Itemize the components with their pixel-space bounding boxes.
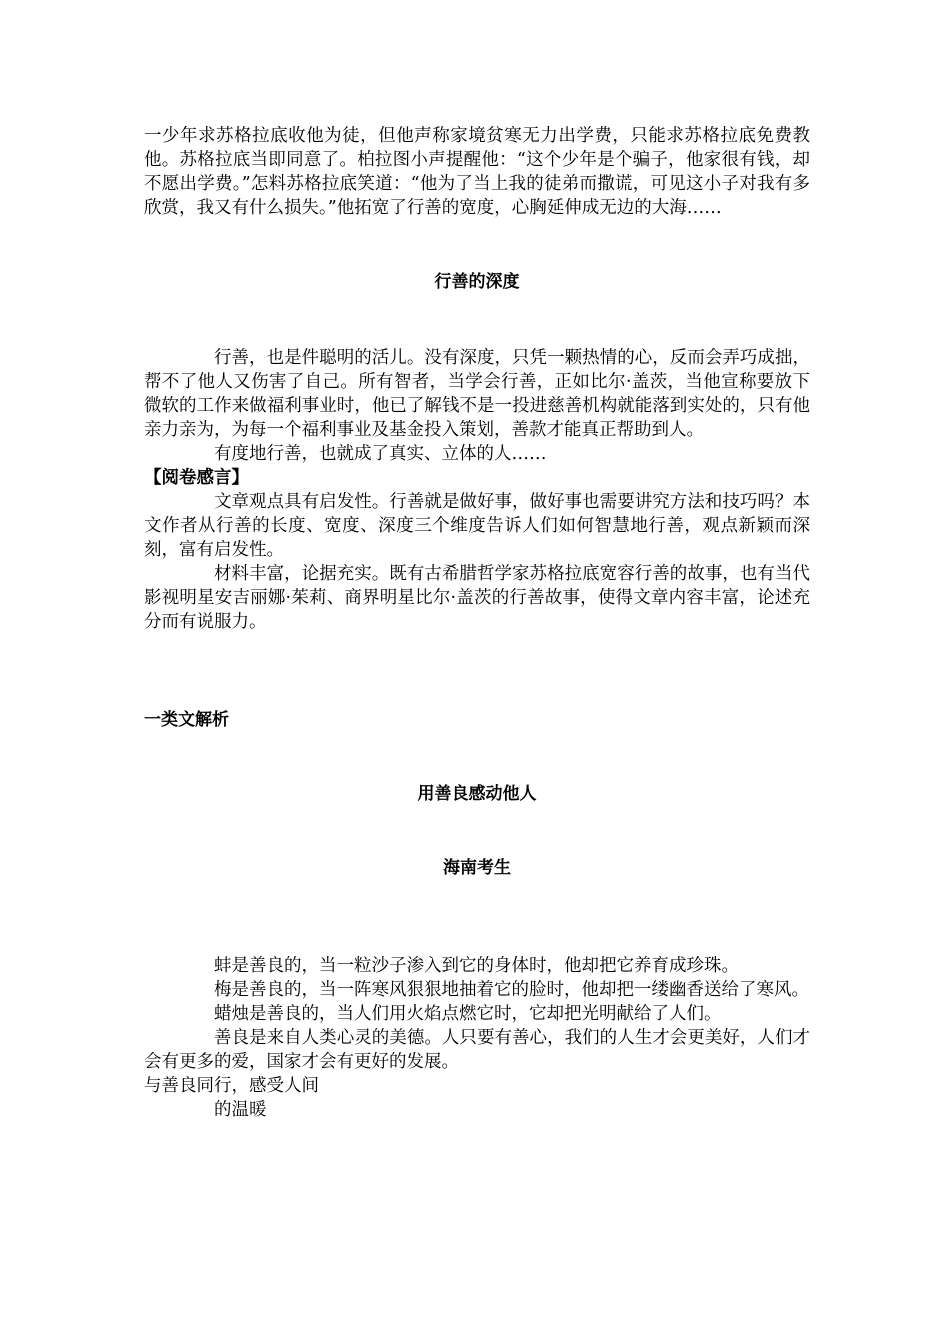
depth-paragraph-2: 有度地行善，也就成了真实、立体的人…… — [214, 444, 547, 464]
section-title-depth: 行善的深度 — [434, 272, 520, 292]
review-paragraph-2: 材料丰富，论据充实。既有古希腊哲学家苏格拉底宽容行善的故事，也有当代影视明星安吉丽娜·茱莉、商界明星比尔·盖茨的行善故事，使得文章内容丰富，论述充分而有说服力。 — [144, 564, 810, 632]
essay-line-5a: 与善良同行，感受人间 — [144, 1076, 319, 1096]
review-paragraph-1: 文章观点具有启发性。行善就是做好事，做好事也需要讲究方法和技巧吗？本文作者从行善的长度、宽度、深度三个维度告诉人们如何智慧地行善，观点新颖而深刻，富有启发性。 — [144, 492, 810, 560]
essay-paragraph-4: 善良是来自人类心灵的美德。人只要有善心，我们的人生才会更美好，人们才会有更多的爱，国家才会有更好的发展。 — [144, 1028, 810, 1072]
document-page — [144, 124, 810, 1122]
review-heading: 【阅卷感言】 — [144, 468, 249, 488]
essay-title: 用善良感动他人 — [417, 784, 537, 804]
intro-paragraph: 一少年求苏格拉底收他为徒，但他声称家境贫寒无力出学费，只能求苏格拉底免费教他。苏格拉底当即同意了。柏拉图小声提醒他：“这个少年是个骗子，他家很有钱，却不愿出学费。”怎料苏格拉底笑道：“他为了当上我的徒弟而撒谎，可见这小子对我有多欣赏，我又有什么损失。”他拓宽了行善的宽度，心胸延伸成无边的大海…… — [144, 126, 810, 218]
essay-paragraph-3: 蜡烛是善良的，当人们用火焰点燃它时，它却把光明献给了人们。 — [214, 1004, 722, 1024]
essay-paragraph-1: 蚌是善良的，当一粒沙子渗入到它的身体时，他却把它养育成珍珠。 — [214, 956, 739, 976]
category-heading: 一类文解析 — [144, 710, 229, 730]
essay-paragraph-2: 梅是善良的，当一阵寒风狠狠地抽着它的脸时，他却把一缕幽香送给了寒风。 — [214, 980, 809, 1000]
essay-line-5b: 的温暖 — [214, 1100, 267, 1120]
essay-author: 海南考生 — [443, 858, 511, 878]
depth-paragraph-1: 行善，也是件聪明的活儿。没有深度，只凭一颗热情的心，反而会弄巧成拙，帮不了他人又伤害了自己。所有智者，当学会行善，正如比尔·盖茨，当他宣称要放下微软的工作来做福利事业时，他已了解钱不是一投进慈善机构就能落到实处的，只有他亲力亲为，为每一个福利事业及基金投入策划，善款才能真正帮助到人。 — [144, 348, 810, 440]
